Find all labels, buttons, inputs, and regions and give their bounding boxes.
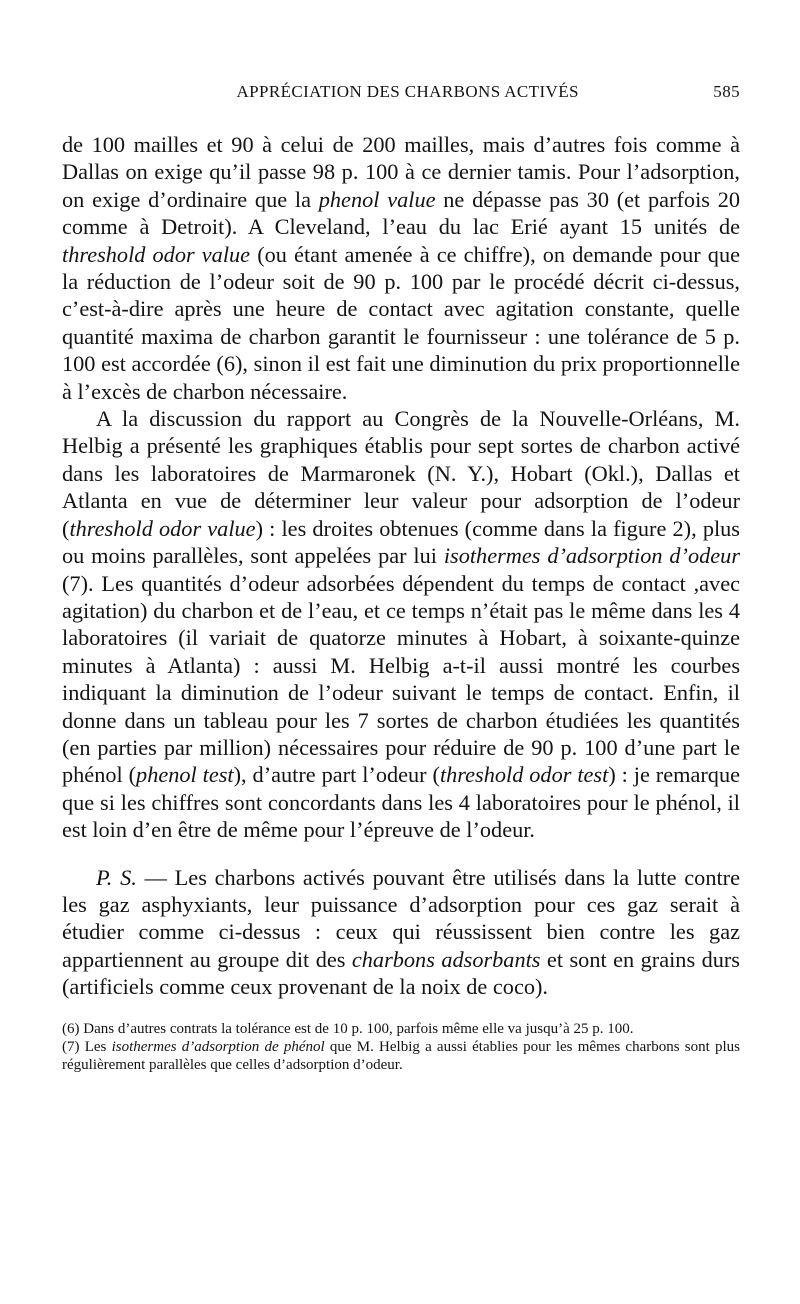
- italic-term: phenol test: [136, 762, 234, 788]
- page: [62, 82, 740, 1075]
- footnote-7: [62, 1038, 740, 1075]
- postscript-paragraph: [62, 864, 740, 1001]
- italic-term: threshold odor value: [62, 241, 251, 267]
- text-run: (ou étant amenée à ce chiffre), on demande pour que la réduction de l’odeur soit de 90 p. 100 par le procédé décrit ci-dessus, c’est-à-dire après une heure de contact avec agitation constante, quelle quantité maxima de charbon garantit le fournisseur : une tolérance de 5 p. 100 est accordée (6), sinon il est fait une diminution du prix proportionnelle à l’excès de charbon nécessaire.: [62, 241, 740, 404]
- text-run: de 100 mailles et 90 à celui de 200 mailles, mais d’autres fois comme à Dallas on exige qu’il passe 98 p. 100 à ce dernier tamis. Pour l’adsorption, on exige d’ordinaire que la: [62, 132, 740, 212]
- text-run: (6) Dans d’autres contrats la tolérance est de 10 p. 100, parfois même elle va jusqu’à 25 p. 100.: [62, 1020, 634, 1037]
- body-text: [62, 131, 740, 1001]
- text-run: ) : je remarque que si les chiffres sont concordants dans les 4 laboratoires pour le phénol, il est loin d’en être de même pour l’épreuve de l’odeur.: [62, 762, 740, 843]
- text-run: (7) Les: [62, 1039, 112, 1055]
- italic-term: phenol value: [318, 186, 436, 212]
- text-run: ) : les droites obtenues (comme dans la figure 2), plus ou moins parallèles, sont appelées par lui: [62, 515, 740, 569]
- italic-term: threshold odor value: [69, 515, 256, 541]
- text-run: — Les charbons activés pouvant être utilisés dans la lutte contre les gaz asphyxiants, leur puissance d’adsorption pour ces gaz serait à étudier comme ci-dessus : ceux qui réussissent bien contre les gaz appartiennent au groupe dit des: [62, 864, 740, 972]
- text-run: ne dépasse pas 30 (et parfois 20 comme à Detroit). A Cleveland, l’eau du lac Erié ayant 15 unités de: [62, 186, 740, 240]
- italic-term: isothermes d’adsorption d’odeur: [443, 543, 740, 569]
- text-run: A la discussion du rapport au Congrès de la Nouvelle-Orléans, M. Helbig a présenté les graphiques établis pour sept sortes de charbon activé dans les laboratoires de Marmaronek (N. Y.), Hobart (Okl.), Dallas et Atlanta en vue de déterminer leur valeur pour adsorption de l’odeur (: [62, 406, 740, 541]
- text-run: ), d’autre part l’odeur (: [233, 762, 440, 788]
- italic-term: charbons adsorbants: [351, 946, 541, 972]
- text-run: et sont en grains durs (artificiels comme ceux provenant de la noix de coco).: [62, 946, 740, 1000]
- italic-term: isothermes d’adsorption de phénol: [111, 1039, 325, 1055]
- paragraph-1: [62, 131, 740, 405]
- text-run: (7). Les quantités d’odeur adsorbées dépendent du temps de contact ,avec agitation) du charbon et de l’eau, et ce temps n’était pas le même dans les 4 laboratoires (il variait de quatorze minutes à Hobart, à soixante-quinze minutes à Atlanta) : aussi M. Helbig a-t-il aussi montré les courbes indiquant la diminution de l’odeur suivant le temps de contact. Enfin, il donne dans un tableau pour les 7 sortes de charbon étudiées les quantités (en parties par million) nécessaires pour réduire de 90 p. 100 d’une part le phénol (: [62, 570, 740, 788]
- postscript-label: P. S.: [96, 864, 137, 890]
- footnotes: [62, 1020, 740, 1075]
- text-run: que M. Helbig a aussi établies pour les mêmes charbons sont plus régulièrement parallèles que celles d’adsorption d’odeur.: [62, 1039, 740, 1074]
- footnote-6: [62, 1020, 740, 1038]
- running-title: APPRÉCIATION DES CHARBONS ACTIVÉS: [236, 82, 579, 101]
- paragraph-2: [62, 405, 740, 844]
- page-number: 585: [713, 82, 740, 101]
- running-header: [62, 82, 740, 122]
- italic-term: threshold odor test: [439, 762, 609, 788]
